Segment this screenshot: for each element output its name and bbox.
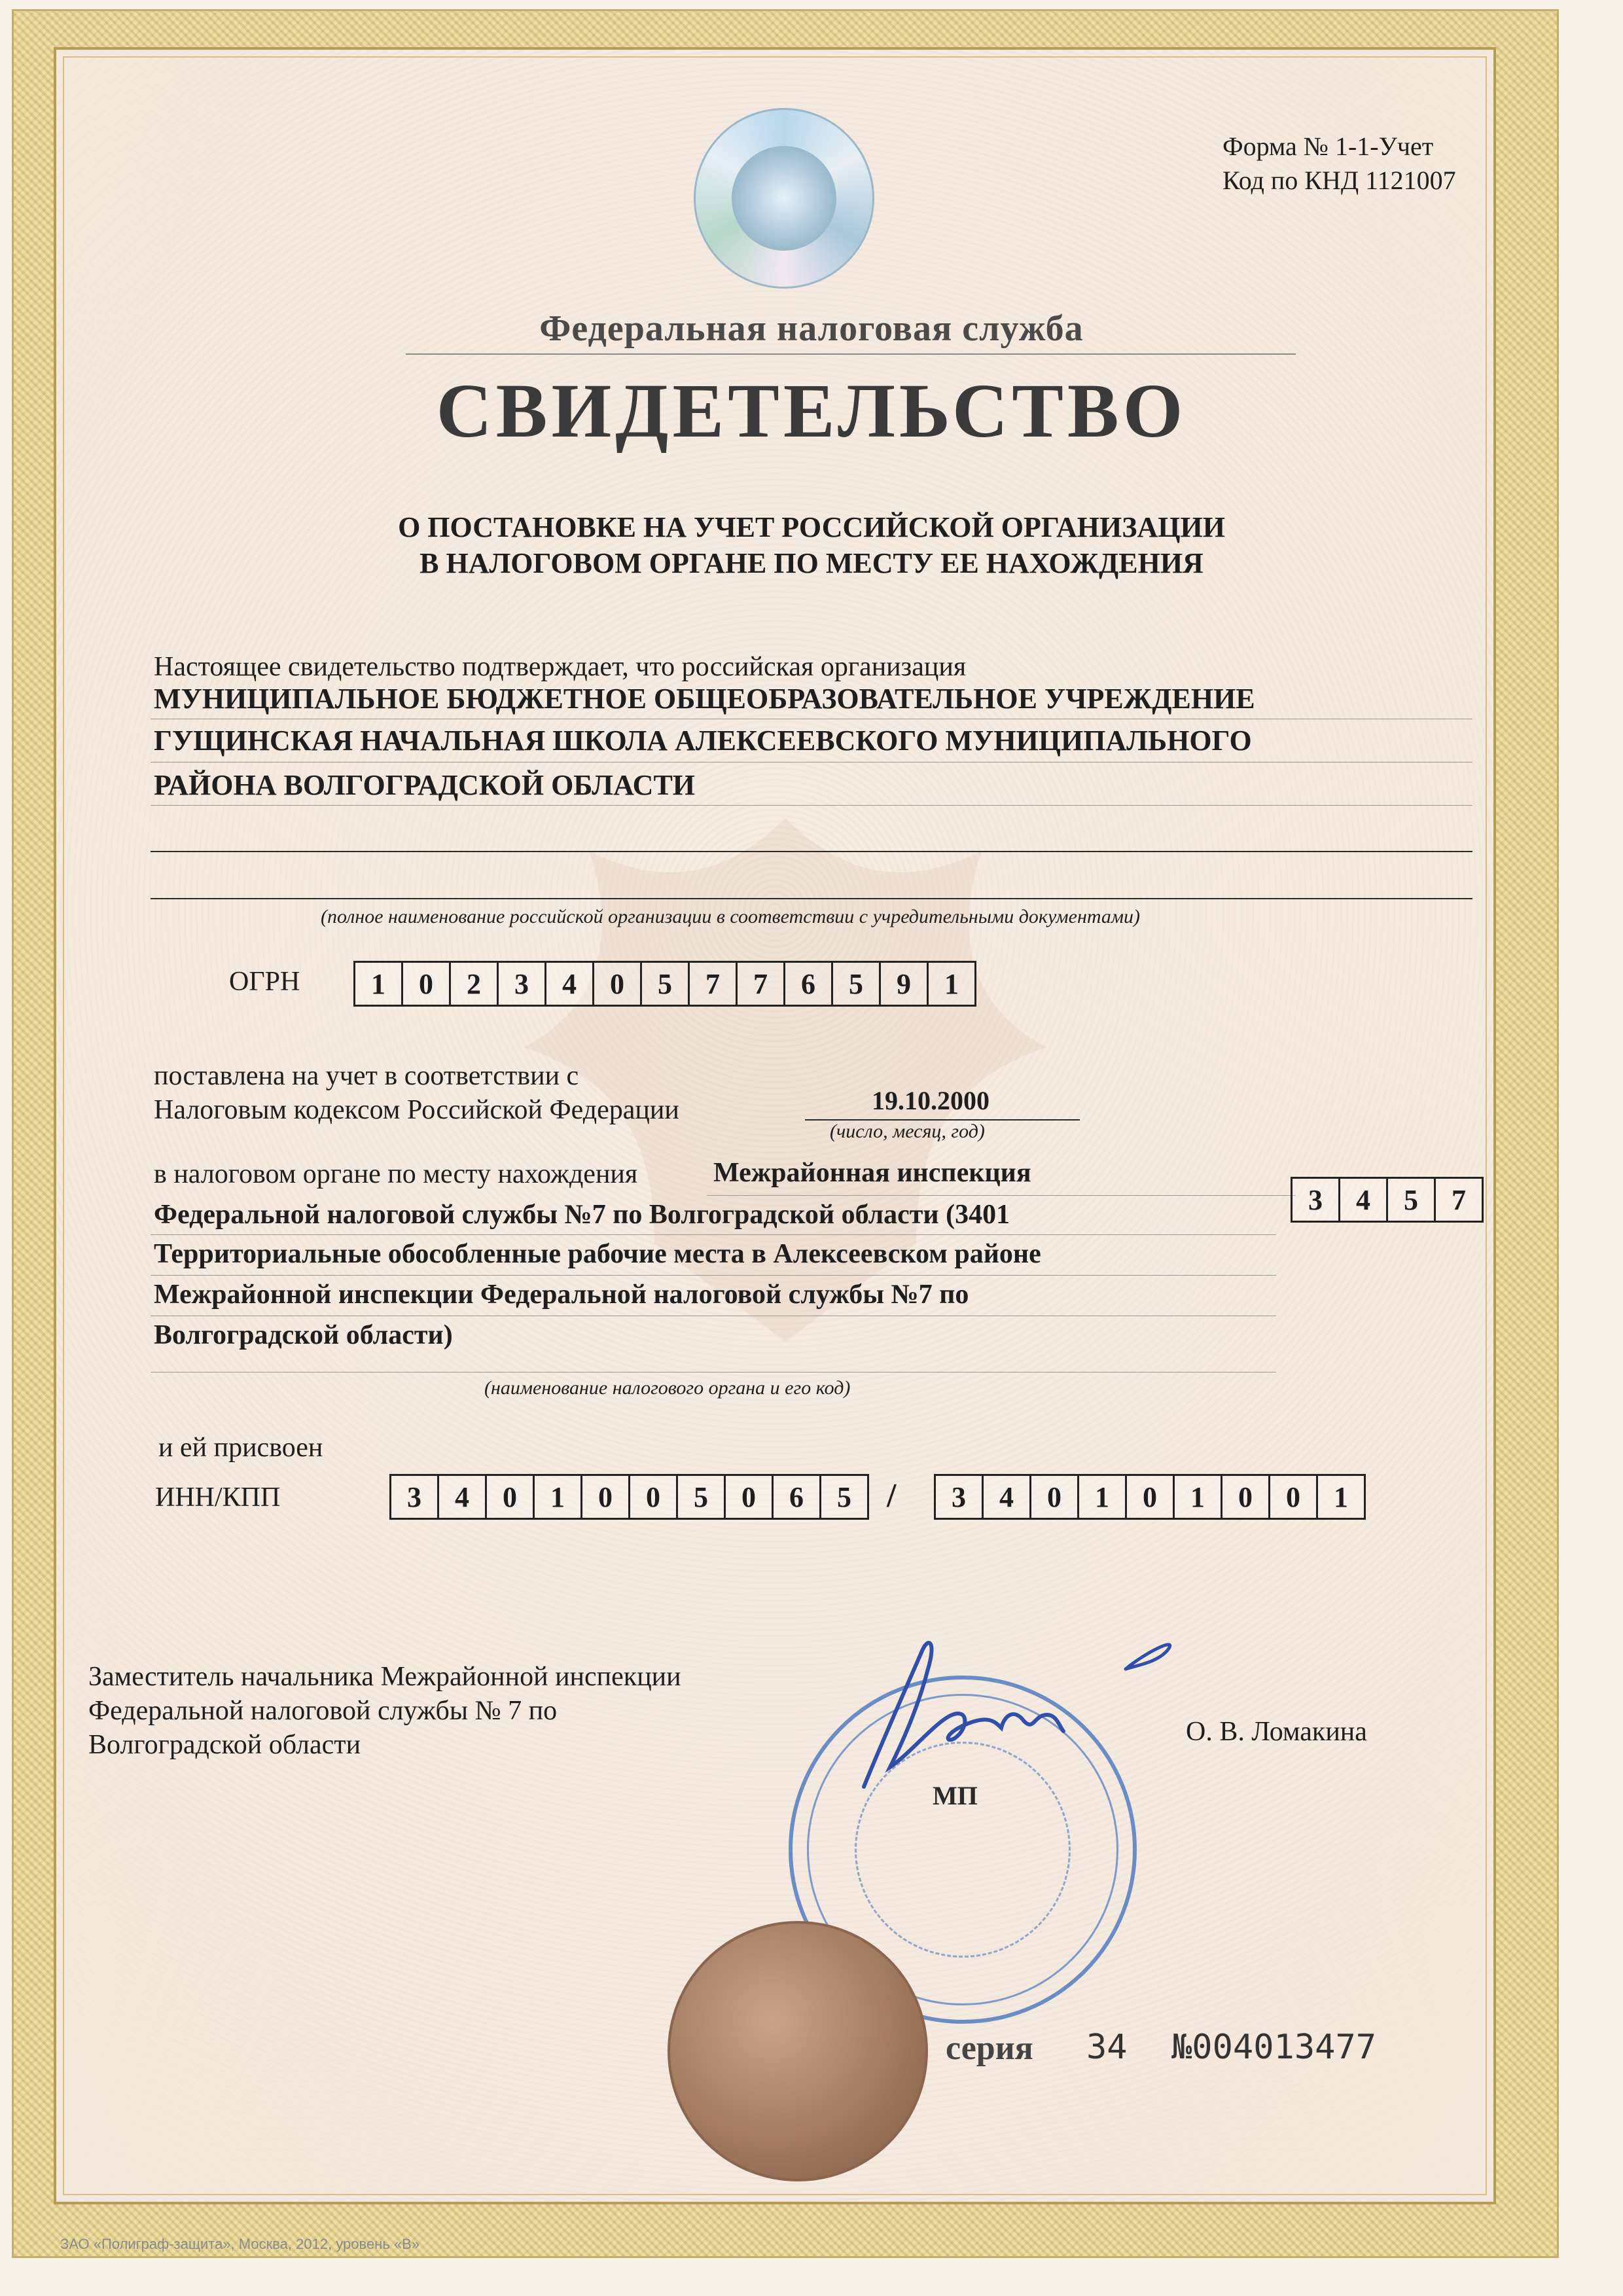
tax-rule-1 [151,1234,1276,1235]
signatory-position-line-3: Волгоградской области [88,1730,361,1760]
inn-kpp-label: ИНН/КПП [155,1482,281,1513]
signature [838,1590,1204,1806]
inn-boxes [391,1474,869,1520]
ogrn-digit: 5 [831,961,881,1007]
ogrn-digit: 1 [927,961,976,1007]
tax-code-digit: 7 [1434,1177,1484,1223]
inn-kpp-separator: / [887,1477,897,1515]
kpp-digit: 0 [1125,1474,1175,1520]
organization-name-line-1: МУНИЦИПАЛЬНОЕ БЮДЖЕТНОЕ ОБЩЕОБРАЗОВАТЕЛЬНОЕ УЧРЕЖДЕНИЕ [154,683,1255,715]
organization-name-line-2: ГУЩИНСКАЯ НАЧАЛЬНАЯ ШКОЛА АЛЕКСЕЕВСКОГО МУНИЦИПАЛЬНОГО [154,725,1252,757]
emblem-icon [732,146,836,251]
inn-digit: 5 [676,1474,726,1520]
signatory-name: О. В. Ломакина [1186,1717,1367,1747]
inn-digit: 4 [437,1474,487,1520]
kpp-digit: 1 [1316,1474,1366,1520]
ogrn-digit: 7 [688,961,738,1007]
org-rule-4 [151,851,1472,852]
ogrn-digit: 0 [592,961,642,1007]
tax-office-intro: в налоговом органе по месту нахождения [154,1159,638,1189]
tax-code-digit: 3 [1291,1177,1340,1223]
agency-name: Федеральная налоговая служба [539,308,1084,349]
organization-name-line-3: РАЙОНА ВОЛГОГРАДСКОЙ ОБЛАСТИ [154,769,696,801]
tax-office-name-line-3: Межрайонной инспекции Федеральной налоговой службы №7 по [154,1280,969,1310]
tax-office-name-first: Межрайонная инспекция [713,1158,1031,1188]
ogrn-boxes [355,961,976,1007]
kpp-digit: 3 [934,1474,984,1520]
ogrn-digit: 2 [449,961,499,1007]
organization-caption: (полное наименование российской организации в соответствии с учредительными документами) [321,906,1141,927]
kpp-digit: 1 [1077,1474,1127,1520]
tax-office-caption: (наименование налогового органа и его код) [484,1377,851,1399]
serial-label: серия [946,2030,1033,2067]
tax-code-digit: 5 [1386,1177,1436,1223]
subtitle-line-2: В НАЛОГОВОМ ОРГАНЕ ПО МЕСТУ ЕЕ НАХОЖДЕНИЯ [419,547,1204,579]
form-number-block [1222,130,1456,198]
tax-office-name-line-1: Федеральной налоговой службы №7 по Волгоградской области (3401 [154,1200,1010,1230]
tax-code-digit: 4 [1338,1177,1388,1223]
inn-digit: 6 [772,1474,821,1520]
inn-digit: 0 [724,1474,774,1520]
subtitle-line-1: О ПОСТАНОВКЕ НА УЧЕТ РОССИЙСКОЙ ОРГАНИЗАЦИИ [398,511,1225,543]
ogrn-digit: 6 [783,961,833,1007]
org-rule-5 [151,898,1472,899]
signatory-position-line-1: Заместитель начальника Межрайонной инспекции [88,1662,681,1692]
organization-intro: Настоящее свидетельство подтверждает, что российская организация [154,652,967,682]
serial-series: 34 [1086,2028,1128,2067]
agency-underline [406,353,1296,355]
date-caption: (число, месяц, год) [830,1121,985,1142]
assigned-intro: и ей присвоен [158,1433,323,1463]
tax-rule-0 [707,1195,1296,1196]
inn-digit: 5 [819,1474,869,1520]
hologram-emblem [694,108,874,289]
ogrn-digit: 0 [401,961,451,1007]
printer-imprint: ЗАО «Полиграф-защита», Москва, 2012, уровень «В» [60,2236,420,2252]
inn-digit: 0 [580,1474,630,1520]
registration-line-1: поставлена на учет в соответствии с [154,1061,579,1091]
tax-office-code-boxes [1293,1177,1484,1223]
registration-date: 19.10.2000 [872,1086,990,1115]
inn-digit: 0 [628,1474,678,1520]
ogrn-digit: 7 [736,961,785,1007]
certificate-title: СВИДЕТЕЛЬСТВО [436,368,1187,454]
tax-office-name-line-4: Волгоградской области) [154,1320,453,1350]
form-number: Форма № 1-1-Учет [1222,132,1434,161]
serial-number: №004013477 [1171,2028,1377,2067]
kpp-digit: 0 [1268,1474,1318,1520]
org-rule-3 [151,805,1472,806]
ogrn-digit: 4 [544,961,594,1007]
kpp-digit: 1 [1173,1474,1222,1520]
ogrn-digit: 9 [879,961,929,1007]
kpp-boxes [936,1474,1366,1520]
ogrn-label: ОГРН [229,967,300,997]
ogrn-digit: 1 [353,961,403,1007]
ogrn-digit: 3 [497,961,546,1007]
tax-rule-2 [151,1275,1276,1276]
embossed-seal [668,1921,928,2181]
registration-line-2: Налоговым кодексом Российской Федерации [154,1095,679,1125]
kpp-digit: 4 [982,1474,1031,1520]
ogrn-digit: 5 [640,961,690,1007]
inn-digit: 1 [533,1474,582,1520]
tax-office-name-line-2: Территориальные обособленные рабочие места в Алексеевском районе [154,1239,1041,1269]
knd-code: Код по КНД 1121007 [1222,166,1456,195]
inn-digit: 0 [485,1474,535,1520]
kpp-digit: 0 [1029,1474,1079,1520]
inn-digit: 3 [389,1474,439,1520]
signatory-position-line-2: Федеральной налоговой службы № 7 по [88,1696,558,1726]
kpp-digit: 0 [1221,1474,1270,1520]
stamp-mark: МП [933,1781,978,1810]
